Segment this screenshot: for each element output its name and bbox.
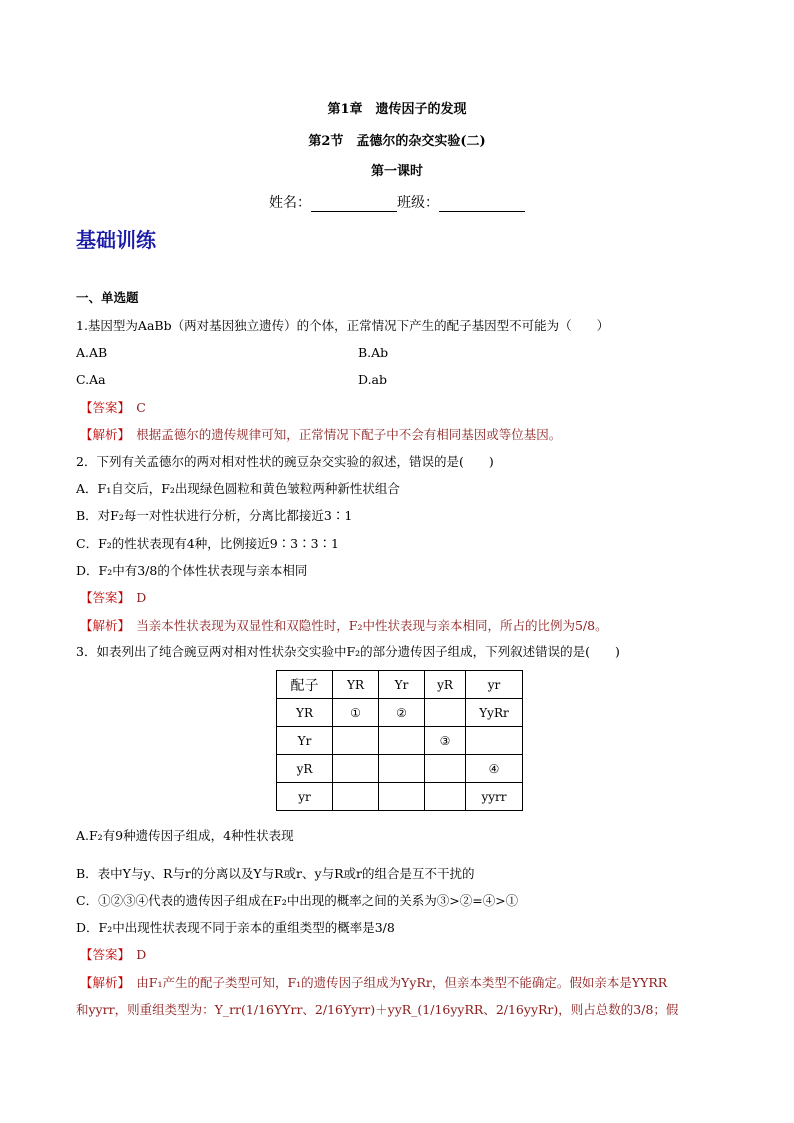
table-cell: ③: [425, 727, 466, 755]
class-blank[interactable]: [439, 199, 525, 212]
table-cell: yR: [425, 671, 466, 699]
section-title: 第2节 孟德尔的杂交实验(二): [308, 134, 486, 149]
answer-value: D: [136, 590, 147, 605]
q1-option-d: D.ab: [358, 372, 388, 387]
table-cell: ①: [333, 699, 379, 727]
analysis-text: 当亲本性状表现为双显性和双隐性时，F₂中性状表现与亲本相同，所占的比例为5/8。: [136, 618, 608, 633]
name-blank[interactable]: [311, 199, 397, 212]
gamete-table: [276, 670, 523, 811]
table-cell: YyRr: [466, 699, 523, 727]
analysis-text: 由F₁产生的配子类型可知，F₁的遗传因子组成为YyRr，但亲本类型不能确定。假如亲本是YYRR: [136, 975, 668, 990]
table-row: [277, 699, 523, 727]
table-cell: YR: [277, 699, 333, 727]
table-cell: [333, 727, 379, 755]
q3-option-b: B．表中Y与y、R与r的分离以及Y与R或r、y与R或r的组合是互不干扰的: [76, 866, 475, 881]
analysis-label: 【解析】: [80, 618, 124, 633]
table-row: [277, 727, 523, 755]
table-cell: yR: [277, 755, 333, 783]
table-cell: ②: [379, 699, 425, 727]
q3-option-c: C．①②③④代表的遗传因子组成在F₂中出现的概率之间的关系为③>②=④>①: [76, 893, 519, 908]
table-cell: [379, 755, 425, 783]
table-cell: 配子: [277, 671, 333, 699]
q1-answer: [80, 400, 146, 416]
table-cell: [466, 727, 523, 755]
q3-option-d: D．F₂中出现性状表现不同于亲本的重组类型的概率是3/8: [76, 920, 395, 935]
q2-answer: [80, 590, 146, 606]
q2-option-b: B．对F₂每一对性状进行分析，分离比都接近3∶1: [76, 508, 353, 523]
answer-label: 【答案】: [80, 947, 124, 962]
answer-value: C: [136, 400, 146, 415]
q3-analysis: [80, 975, 667, 991]
q1-stem: 1.基因型为AaBb（两对基因独立遗传）的个体，正常情况下产生的配子基因型不可能为（ ）: [76, 318, 610, 333]
q2-analysis: [80, 618, 608, 634]
table-row: [277, 783, 523, 811]
table-cell: [425, 699, 466, 727]
q3-analysis-cont: 和yyrr，则重组类型为：Y_rr(1/16YYrr、2/16Yyrr)＋yyR_(1/16yyRR、2/16yyRr)，则占总数的3/8；假: [76, 1002, 679, 1017]
q1-analysis: [80, 427, 561, 443]
heading-basic-training: 基础训练: [76, 228, 156, 252]
q1-option-c: C.Aa: [76, 372, 106, 387]
q1-option-b: B.Ab: [358, 345, 389, 360]
q3-option-a: A.F₂有9种遗传因子组成，4种性状表现: [76, 828, 294, 843]
table-cell: [333, 783, 379, 811]
answer-label: 【答案】: [80, 590, 124, 605]
q2-option-d: D．F₂中有3/8的个体性状表现与亲本相同: [76, 563, 308, 578]
table-row: [277, 755, 523, 783]
table-cell: [379, 727, 425, 755]
table-cell: yyrr: [466, 783, 523, 811]
table-cell: yr: [466, 671, 523, 699]
q3-stem: 3．如表列出了纯合豌豆两对相对性状杂交实验中F₂的部分遗传因子组成，下列叙述错误的是( ): [76, 644, 620, 659]
table-cell: [379, 783, 425, 811]
analysis-label: 【解析】: [80, 975, 124, 990]
table-cell: yr: [277, 783, 333, 811]
name-class-line: [0, 192, 794, 212]
q3-answer: [80, 947, 146, 963]
table-cell: [425, 755, 466, 783]
chapter-title: 第1章 遗传因子的发现: [327, 102, 467, 117]
table-cell: [333, 755, 379, 783]
answer-label: 【答案】: [80, 400, 124, 415]
table-cell: ④: [466, 755, 523, 783]
name-label: 姓名：: [269, 195, 311, 211]
answer-value: D: [136, 947, 147, 962]
analysis-label: 【解析】: [80, 427, 124, 442]
q2-option-c: C．F₂的性状表现有4种，比例接近9∶3∶3∶1: [76, 536, 340, 551]
q2-option-a: A．F₁自交后，F₂出现绿色圆粒和黄色皱粒两种新性状组合: [76, 481, 400, 496]
class-label: 班级：: [397, 195, 439, 211]
section-single-choice: 一、单选题: [76, 290, 139, 305]
q2-stem: 2．下列有关孟德尔的两对相对性状的豌豆杂交实验的叙述，错误的是( ): [76, 454, 494, 469]
lesson-title: 第一课时: [370, 164, 423, 179]
table-cell: Yr: [277, 727, 333, 755]
table-cell: [425, 783, 466, 811]
table-row: [277, 671, 523, 699]
analysis-text: 根据孟德尔的遗传规律可知，正常情况下配子中不会有相同基因或等位基因。: [136, 427, 562, 442]
table-cell: Yr: [379, 671, 425, 699]
q1-option-a: A.AB: [76, 345, 108, 360]
table-cell: YR: [333, 671, 379, 699]
